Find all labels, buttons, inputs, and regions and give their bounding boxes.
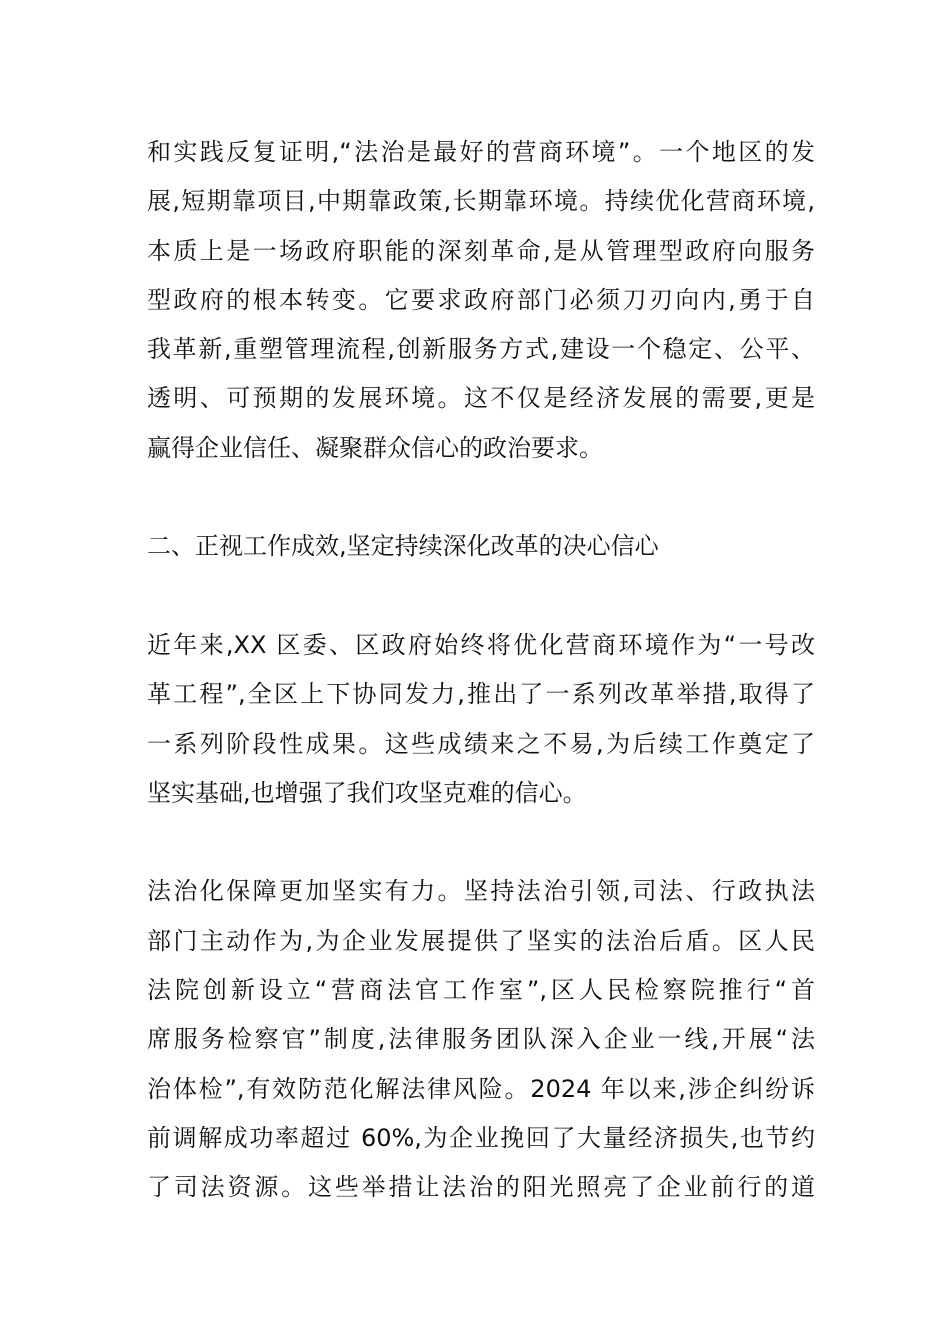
section-heading-text: 二、正视工作成效,坚定持续深化改革的决心信心 <box>147 532 659 561</box>
paragraph-rule-of-law-environment <box>147 128 815 473</box>
paragraph-line: 了司法资源。这些举措让法治的阳光照亮了企业前行的道 <box>147 1173 815 1202</box>
paragraph-line: 部门主动作为,为企业发展提供了坚实的法治后盾。区人民 <box>147 926 815 955</box>
paragraph-line: 展,短期靠项目,中期靠政策,长期靠环境。持续优化营商环境, <box>147 187 815 216</box>
paragraph-legal-guarantee <box>147 867 815 1212</box>
paragraph-line: 坚实基础,也增强了我们攻坚克难的信心。 <box>147 778 587 807</box>
paragraph-line: 型政府的根本转变。它要求政府部门必须刀刃向内,勇于自 <box>147 285 815 314</box>
paragraph-reform-achievements <box>147 621 815 818</box>
paragraph-line: 透明、可预期的发展环境。这不仅是经济发展的需要,更是 <box>147 384 815 413</box>
paragraph-gap <box>147 473 815 522</box>
paragraph-line: 前调解成功率超过 60%,为企业挽回了大量经济损失,也节约 <box>147 1123 815 1152</box>
paragraph-line: 法治化保障更加坚实有力。坚持法治引领,司法、行政执法 <box>147 877 815 906</box>
paragraph-line: 近年来,XX 区委、区政府始终将优化营商环境作为“一号改 <box>147 630 815 659</box>
document-body <box>147 128 815 1213</box>
paragraph-line: 和实践反复证明,“法治是最好的营商环境”。一个地区的发 <box>147 138 815 166</box>
paragraph-line: 本质上是一场政府职能的深刻革命,是从管理型政府向服务 <box>147 236 815 265</box>
paragraph-line: 我革新,重塑管理流程,创新服务方式,建设一个稳定、公平、 <box>147 335 815 364</box>
paragraph-line: 席服务检察官”制度,法律服务团队深入企业一线,开展“法 <box>147 1025 815 1054</box>
paragraph-line: 一系列阶段性成果。这些成绩来之不易,为后续工作奠定了 <box>147 729 815 758</box>
paragraph-line: 法院创新设立“营商法官工作室”,区人民检察院推行“首 <box>147 976 815 1005</box>
section-heading-two <box>147 522 815 571</box>
paragraph-gap <box>147 818 815 867</box>
paragraph-line: 赢得企业信任、凝聚群众信心的政治要求。 <box>147 433 603 462</box>
paragraph-line: 治体检”,有效防范化解法律风险。2024 年以来,涉企纠纷诉 <box>147 1074 815 1103</box>
paragraph-gap <box>147 572 815 621</box>
paragraph-line: 革工程”,全区上下协同发力,推出了一系列改革举措,取得了 <box>147 680 815 709</box>
